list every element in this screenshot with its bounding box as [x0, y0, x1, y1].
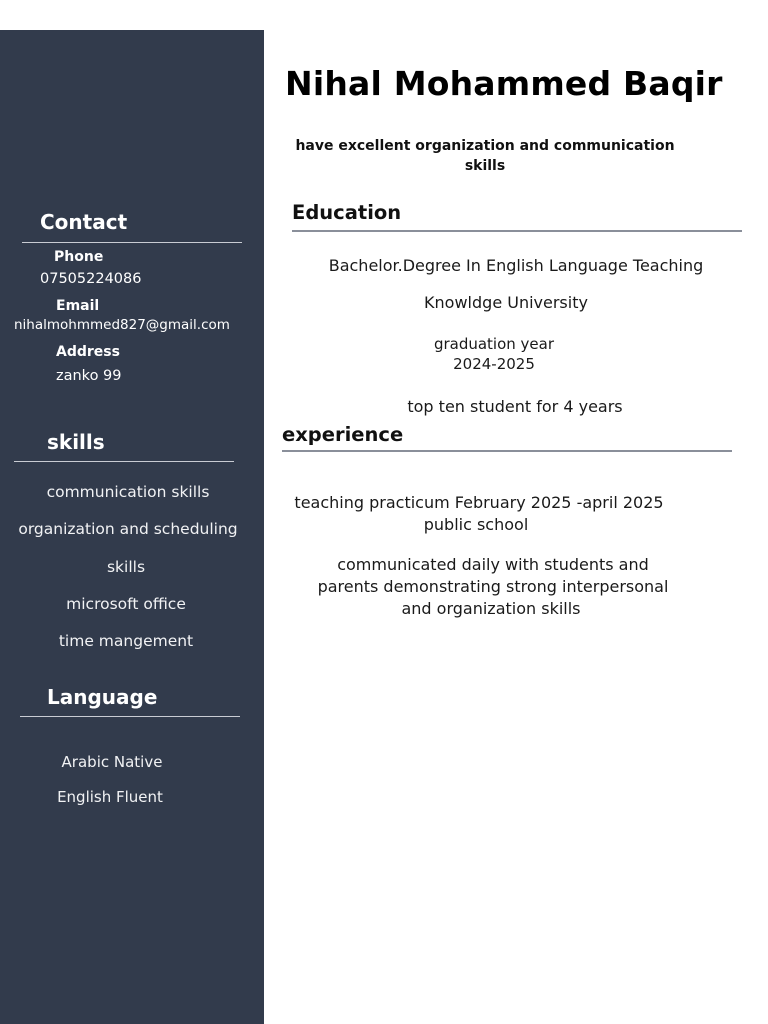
education-divider — [292, 230, 742, 232]
experience-place: public school — [423, 515, 529, 534]
phone-label: Phone — [54, 249, 104, 265]
language-heading: Language — [47, 685, 158, 709]
skill-item: organization and scheduling — [18, 520, 238, 538]
achievement: top ten student for 4 years — [407, 397, 623, 416]
contact-divider — [22, 242, 242, 243]
email-label: Email — [56, 298, 100, 314]
skills-divider — [14, 461, 234, 462]
address-label: Address — [56, 344, 120, 360]
experience-description-line: communicated daily with students and — [337, 555, 649, 574]
contact-heading: Contact — [40, 210, 128, 234]
university: Knowldge University — [424, 293, 588, 312]
experience-divider — [282, 450, 732, 452]
tagline: have excellent organization and communication skills — [295, 138, 675, 174]
skill-item: communication skills — [46, 483, 210, 501]
experience-heading: experience — [282, 423, 404, 446]
skill-item: time mangement — [58, 632, 194, 650]
language-item: Arabic Native — [61, 753, 163, 771]
skill-item: microsoft office — [66, 595, 186, 613]
graduation-years: 2024-2025 — [453, 355, 535, 373]
experience-description-line: and organization skills — [401, 599, 581, 618]
degree: Bachelor.Degree In English Language Teaching — [328, 256, 704, 275]
education-heading: Education — [292, 201, 402, 224]
graduation-label: graduation year — [433, 335, 555, 353]
skill-item: skills — [106, 558, 146, 576]
experience-title: teaching practicum February 2025 -april 2025 — [294, 493, 664, 512]
skills-heading: skills — [47, 430, 105, 454]
language-item: English Fluent — [57, 788, 163, 806]
language-divider — [20, 716, 240, 717]
phone-value: 07505224086 — [40, 271, 142, 287]
email-value: nihalmohmmed827@gmail.com — [14, 317, 230, 333]
address-value: zanko 99 — [56, 368, 122, 384]
experience-description-line: parents demonstrating strong interpersonal — [317, 577, 669, 596]
page-title: Nihal Mohammed Baqir — [285, 64, 723, 103]
